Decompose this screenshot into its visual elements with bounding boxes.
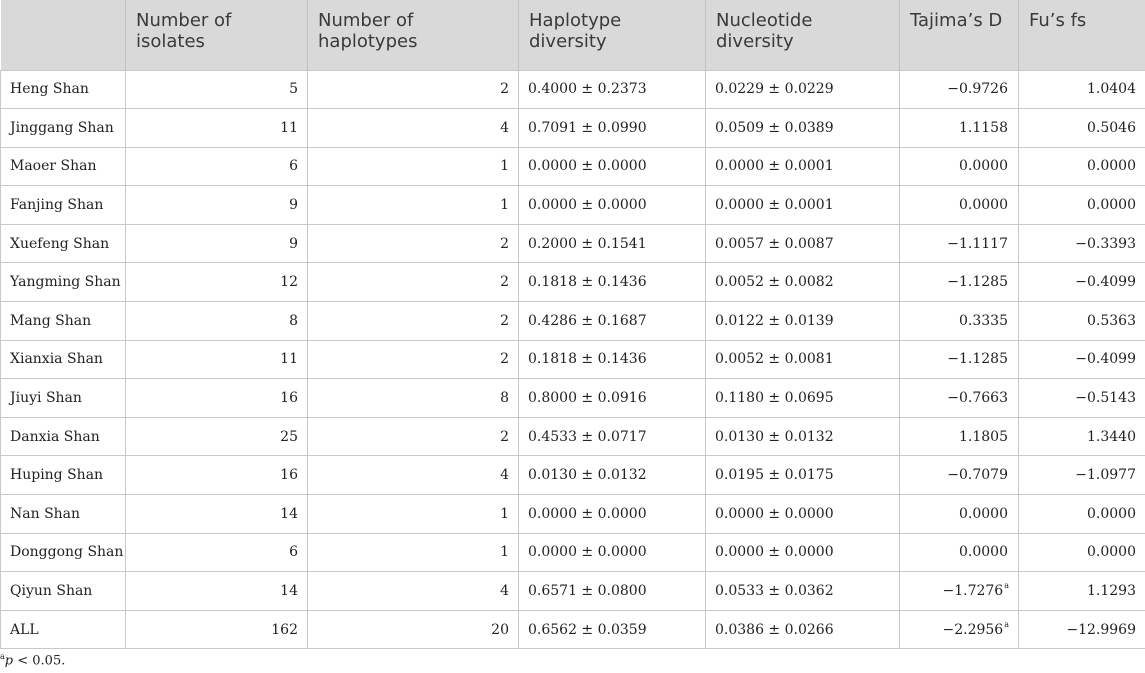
table-row <box>1 610 1145 649</box>
cell-nucleotide-diversity-value: 0.0533 ± 0.0362 <box>715 583 834 600</box>
header-row <box>1 0 1145 70</box>
cell-nucleotide-diversity <box>706 340 900 379</box>
cell-haplotypes <box>308 109 519 148</box>
cell-haplotypes <box>308 379 519 418</box>
cell-tajimas-d <box>900 224 1019 263</box>
cell-isolates <box>126 224 308 263</box>
cell-haplotypes <box>308 533 519 572</box>
cell-nucleotide-diversity-value: 0.1180 ± 0.0695 <box>715 390 834 407</box>
cell-isolates <box>126 186 308 225</box>
cell-tajimas-d <box>900 70 1019 109</box>
cell-nucleotide-diversity-value: 0.0229 ± 0.0229 <box>715 81 834 98</box>
cell-population <box>1 495 126 534</box>
cell-fus-fs <box>1019 186 1145 225</box>
cell-haplotype-diversity-value: 0.0000 ± 0.0000 <box>528 505 647 522</box>
cell-tajimas-d-value: −1.1285 <box>947 351 1008 368</box>
cell-haplotypes-value: 2 <box>500 274 509 291</box>
cell-nucleotide-diversity <box>706 495 900 534</box>
footnote-text: < 0.05. <box>13 653 66 669</box>
cell-population-value: Jiuyi Shan <box>10 390 82 407</box>
cell-haplotype-diversity <box>519 533 706 572</box>
cell-population-value: Jinggang Shan <box>10 119 114 136</box>
cell-fus-fs <box>1019 379 1145 418</box>
cell-fus-fs-value: 0.0000 <box>1087 544 1136 561</box>
cell-tajimas-d-value: 0.0000 <box>959 158 1008 175</box>
header-tajimas-d: Tajima’s D <box>900 0 1019 70</box>
cell-nucleotide-diversity-value: 0.0000 ± 0.0000 <box>715 544 834 561</box>
cell-population <box>1 340 126 379</box>
cell-population-value: Fanjing Shan <box>10 197 104 214</box>
cell-isolates-value: 8 <box>289 312 298 329</box>
cell-nucleotide-diversity-value: 0.0057 ± 0.0087 <box>715 235 834 252</box>
cell-fus-fs <box>1019 572 1145 611</box>
header-number-of-isolates: Number of isolates <box>126 0 308 70</box>
cell-tajimas-d <box>900 379 1019 418</box>
cell-tajimas-d-value: −1.1117 <box>947 235 1008 252</box>
cell-haplotype-diversity-value: 0.1818 ± 0.1436 <box>528 351 647 368</box>
cell-isolates <box>126 147 308 186</box>
cell-haplotypes <box>308 263 519 302</box>
cell-population <box>1 417 126 456</box>
cell-fus-fs <box>1019 533 1145 572</box>
cell-fus-fs <box>1019 109 1145 148</box>
cell-isolates-value: 6 <box>289 544 298 561</box>
cell-haplotype-diversity-value: 0.0130 ± 0.0132 <box>528 467 647 484</box>
table-row <box>1 224 1145 263</box>
cell-haplotype-diversity-value: 0.7091 ± 0.0990 <box>528 119 647 136</box>
cell-population-value: ALL <box>10 621 39 638</box>
cell-isolates-value: 12 <box>280 274 298 291</box>
cell-haplotypes-value: 1 <box>500 158 509 175</box>
table-row <box>1 572 1145 611</box>
table-row <box>1 147 1145 186</box>
cell-nucleotide-diversity <box>706 186 900 225</box>
cell-fus-fs <box>1019 147 1145 186</box>
cell-tajimas-d-value: 0.0000 <box>959 505 1008 522</box>
cell-population <box>1 147 126 186</box>
header-number-of-haplotypes: Number of haplotypes <box>308 0 519 70</box>
cell-haplotypes-value: 8 <box>500 390 509 407</box>
cell-tajimas-d <box>900 495 1019 534</box>
cell-fus-fs-value: 0.5046 <box>1087 119 1136 136</box>
cell-fus-fs <box>1019 302 1145 341</box>
cell-haplotype-diversity <box>519 302 706 341</box>
cell-haplotype-diversity-value: 0.2000 ± 0.1541 <box>528 235 647 252</box>
cell-nucleotide-diversity-value: 0.0052 ± 0.0082 <box>715 274 834 291</box>
cell-isolates <box>126 340 308 379</box>
table-row <box>1 340 1145 379</box>
cell-haplotypes-value: 2 <box>500 81 509 98</box>
cell-tajimas-d <box>900 417 1019 456</box>
table-row <box>1 495 1145 534</box>
cell-haplotype-diversity <box>519 147 706 186</box>
cell-nucleotide-diversity <box>706 456 900 495</box>
cell-haplotypes <box>308 224 519 263</box>
cell-population-value: Huping Shan <box>10 467 104 484</box>
cell-isolates-value: 6 <box>289 158 298 175</box>
cell-fus-fs <box>1019 340 1145 379</box>
cell-population <box>1 533 126 572</box>
table-row <box>1 109 1145 148</box>
cell-tajimas-d-value: −1.1285 <box>947 274 1008 291</box>
cell-haplotype-diversity-value: 0.4286 ± 0.1687 <box>528 312 647 329</box>
cell-population-value: Xuefeng Shan <box>10 235 110 252</box>
cell-fus-fs-value: 1.0404 <box>1087 81 1136 98</box>
cell-haplotype-diversity <box>519 224 706 263</box>
cell-haplotype-diversity <box>519 263 706 302</box>
cell-nucleotide-diversity <box>706 533 900 572</box>
header-fus-fs: Fu’s fs <box>1019 0 1145 70</box>
cell-tajimas-d-value: −0.7663 <box>947 390 1008 407</box>
cell-haplotypes <box>308 495 519 534</box>
cell-population-value: Xianxia Shan <box>10 351 103 368</box>
cell-population <box>1 70 126 109</box>
cell-haplotypes-value: 4 <box>500 583 509 600</box>
cell-isolates <box>126 495 308 534</box>
cell-haplotypes <box>308 70 519 109</box>
header-population <box>1 0 126 70</box>
cell-tajimas-d-value: 1.1158 <box>959 119 1008 136</box>
cell-isolates-value: 11 <box>280 351 298 368</box>
cell-tajimas-d-value: −0.9726 <box>947 81 1008 98</box>
cell-nucleotide-diversity-value: 0.0000 ± 0.0000 <box>715 505 834 522</box>
cell-fus-fs-value: −12.9969 <box>1066 621 1136 638</box>
cell-haplotype-diversity <box>519 186 706 225</box>
cell-haplotype-diversity-value: 0.0000 ± 0.0000 <box>528 158 647 175</box>
table-row <box>1 533 1145 572</box>
cell-haplotypes-value: 4 <box>500 467 509 484</box>
cell-tajimas-d <box>900 572 1019 611</box>
cell-fus-fs-value: 1.1293 <box>1087 583 1136 600</box>
cell-haplotype-diversity <box>519 70 706 109</box>
cell-haplotypes-value: 2 <box>500 235 509 252</box>
cell-fus-fs-value: −0.4099 <box>1075 351 1136 368</box>
significance-mark: a <box>1004 581 1009 591</box>
cell-isolates <box>126 109 308 148</box>
cell-isolates-value: 16 <box>280 467 298 484</box>
cell-isolates <box>126 379 308 418</box>
cell-isolates <box>126 533 308 572</box>
cell-nucleotide-diversity <box>706 224 900 263</box>
cell-haplotype-diversity <box>519 340 706 379</box>
cell-tajimas-d <box>900 533 1019 572</box>
cell-haplotypes-value: 1 <box>500 544 509 561</box>
cell-haplotypes <box>308 147 519 186</box>
cell-population-value: Maoer Shan <box>10 158 97 175</box>
cell-tajimas-d-value: −0.7079 <box>947 467 1008 484</box>
header-nucleotide-diversity: Nucleotide diversity <box>706 0 900 70</box>
cell-nucleotide-diversity <box>706 263 900 302</box>
cell-fus-fs-value: −0.3393 <box>1075 235 1136 252</box>
table-row <box>1 417 1145 456</box>
cell-population-value: Mang Shan <box>10 312 92 329</box>
cell-nucleotide-diversity <box>706 379 900 418</box>
cell-haplotypes-value: 2 <box>500 351 509 368</box>
cell-tajimas-d-value: 0.0000 <box>959 197 1008 214</box>
cell-isolates <box>126 610 308 649</box>
cell-tajimas-d <box>900 302 1019 341</box>
cell-haplotype-diversity-value: 0.4000 ± 0.2373 <box>528 81 647 98</box>
table-row <box>1 263 1145 302</box>
cell-fus-fs <box>1019 456 1145 495</box>
cell-isolates <box>126 302 308 341</box>
cell-isolates <box>126 70 308 109</box>
cell-fus-fs-value: −1.0977 <box>1075 467 1136 484</box>
cell-tajimas-d <box>900 186 1019 225</box>
cell-haplotypes <box>308 610 519 649</box>
cell-haplotype-diversity <box>519 417 706 456</box>
cell-population <box>1 610 126 649</box>
cell-population-value: Nan Shan <box>10 505 81 522</box>
cell-haplotype-diversity-value: 0.0000 ± 0.0000 <box>528 197 647 214</box>
cell-haplotypes-value: 1 <box>500 197 509 214</box>
cell-haplotypes <box>308 456 519 495</box>
cell-haplotypes-value: 20 <box>491 621 509 638</box>
cell-nucleotide-diversity-value: 0.0509 ± 0.0389 <box>715 119 834 136</box>
cell-fus-fs-value: 1.3440 <box>1087 428 1136 445</box>
cell-population <box>1 263 126 302</box>
cell-fus-fs <box>1019 495 1145 534</box>
cell-isolates <box>126 572 308 611</box>
cell-nucleotide-diversity-value: 0.0052 ± 0.0081 <box>715 351 834 368</box>
cell-tajimas-d <box>900 610 1019 649</box>
cell-nucleotide-diversity <box>706 302 900 341</box>
cell-haplotype-diversity-value: 0.4533 ± 0.0717 <box>528 428 647 445</box>
cell-fus-fs-value: 0.0000 <box>1087 197 1136 214</box>
cell-haplotypes <box>308 417 519 456</box>
cell-fus-fs-value: −0.4099 <box>1075 274 1136 291</box>
cell-isolates-value: 5 <box>289 81 298 98</box>
cell-nucleotide-diversity-value: 0.0130 ± 0.0132 <box>715 428 834 445</box>
cell-nucleotide-diversity-value: 0.0386 ± 0.0266 <box>715 621 834 638</box>
cell-tajimas-d <box>900 340 1019 379</box>
cell-isolates <box>126 456 308 495</box>
cell-haplotype-diversity <box>519 456 706 495</box>
cell-tajimas-d <box>900 109 1019 148</box>
cell-haplotype-diversity-value: 0.6571 ± 0.0800 <box>528 583 647 600</box>
cell-isolates-value: 16 <box>280 390 298 407</box>
cell-isolates <box>126 263 308 302</box>
cell-nucleotide-diversity-value: 0.0000 ± 0.0001 <box>715 197 834 214</box>
cell-tajimas-d <box>900 263 1019 302</box>
cell-isolates <box>126 417 308 456</box>
cell-fus-fs-value: 0.0000 <box>1087 158 1136 175</box>
cell-tajimas-d <box>900 147 1019 186</box>
cell-population <box>1 224 126 263</box>
cell-isolates-value: 162 <box>271 621 298 638</box>
cell-tajimas-d-value: 1.1805 <box>959 428 1008 445</box>
cell-nucleotide-diversity <box>706 610 900 649</box>
footnote-variable: p <box>4 653 14 669</box>
table-body <box>1 70 1145 649</box>
cell-fus-fs-value: −0.5143 <box>1075 390 1136 407</box>
footnote-mark: a <box>0 652 5 661</box>
cell-population-value: Danxia Shan <box>10 428 100 445</box>
table-row <box>1 186 1145 225</box>
cell-isolates-value: 14 <box>280 583 298 600</box>
cell-isolates-value: 9 <box>289 235 298 252</box>
table-row <box>1 456 1145 495</box>
cell-population-value: Yangming Shan <box>10 274 121 291</box>
cell-haplotype-diversity <box>519 109 706 148</box>
cell-haplotypes-value: 2 <box>500 312 509 329</box>
cell-nucleotide-diversity-value: 0.0000 ± 0.0001 <box>715 158 834 175</box>
cell-isolates-value: 14 <box>280 505 298 522</box>
cell-fus-fs <box>1019 70 1145 109</box>
cell-nucleotide-diversity <box>706 70 900 109</box>
cell-population <box>1 572 126 611</box>
cell-isolates-value: 25 <box>280 428 298 445</box>
cell-haplotypes-value: 1 <box>500 505 509 522</box>
table-row <box>1 302 1145 341</box>
cell-nucleotide-diversity <box>706 147 900 186</box>
cell-isolates-value: 9 <box>289 197 298 214</box>
cell-haplotype-diversity-value: 0.6562 ± 0.0359 <box>528 621 647 638</box>
table-row <box>1 379 1145 418</box>
cell-haplotypes <box>308 572 519 611</box>
header-haplotype-diversity: Haplotype diversity <box>519 0 706 70</box>
cell-nucleotide-diversity <box>706 417 900 456</box>
cell-haplotype-diversity <box>519 495 706 534</box>
cell-isolates-value: 11 <box>280 119 298 136</box>
table-row <box>1 70 1145 109</box>
cell-population-value: Heng Shan <box>10 81 89 98</box>
cell-tajimas-d-value: −1.7276 <box>942 583 1004 600</box>
cell-tajimas-d-value: 0.0000 <box>959 544 1008 561</box>
cell-population <box>1 302 126 341</box>
cell-haplotype-diversity <box>519 610 706 649</box>
cell-haplotype-diversity <box>519 572 706 611</box>
cell-haplotypes-value: 4 <box>500 119 509 136</box>
cell-fus-fs <box>1019 417 1145 456</box>
cell-nucleotide-diversity <box>706 572 900 611</box>
cell-nucleotide-diversity-value: 0.0122 ± 0.0139 <box>715 312 834 329</box>
cell-haplotype-diversity <box>519 379 706 418</box>
cell-population <box>1 109 126 148</box>
footnote <box>0 652 65 668</box>
cell-haplotypes <box>308 340 519 379</box>
cell-population-value: Donggong Shan <box>10 544 124 561</box>
cell-tajimas-d <box>900 456 1019 495</box>
significance-mark: a <box>1004 619 1009 629</box>
cell-nucleotide-diversity-value: 0.0195 ± 0.0175 <box>715 467 834 484</box>
cell-population-value: Qiyun Shan <box>10 583 93 600</box>
cell-fus-fs <box>1019 610 1145 649</box>
cell-population <box>1 379 126 418</box>
cell-fus-fs-value: 0.0000 <box>1087 505 1136 522</box>
cell-fus-fs <box>1019 224 1145 263</box>
cell-haplotypes <box>308 302 519 341</box>
cell-fus-fs-value: 0.5363 <box>1087 312 1136 329</box>
cell-tajimas-d-value: 0.3335 <box>959 312 1008 329</box>
cell-haplotypes <box>308 186 519 225</box>
cell-population <box>1 456 126 495</box>
cell-haplotype-diversity-value: 0.8000 ± 0.0916 <box>528 390 647 407</box>
cell-haplotype-diversity-value: 0.1818 ± 0.1436 <box>528 274 647 291</box>
cell-fus-fs <box>1019 263 1145 302</box>
cell-haplotype-diversity-value: 0.0000 ± 0.0000 <box>528 544 647 561</box>
cell-tajimas-d-value: −2.2956 <box>942 621 1004 638</box>
cell-haplotypes-value: 2 <box>500 428 509 445</box>
cell-nucleotide-diversity <box>706 109 900 148</box>
cell-population <box>1 186 126 225</box>
